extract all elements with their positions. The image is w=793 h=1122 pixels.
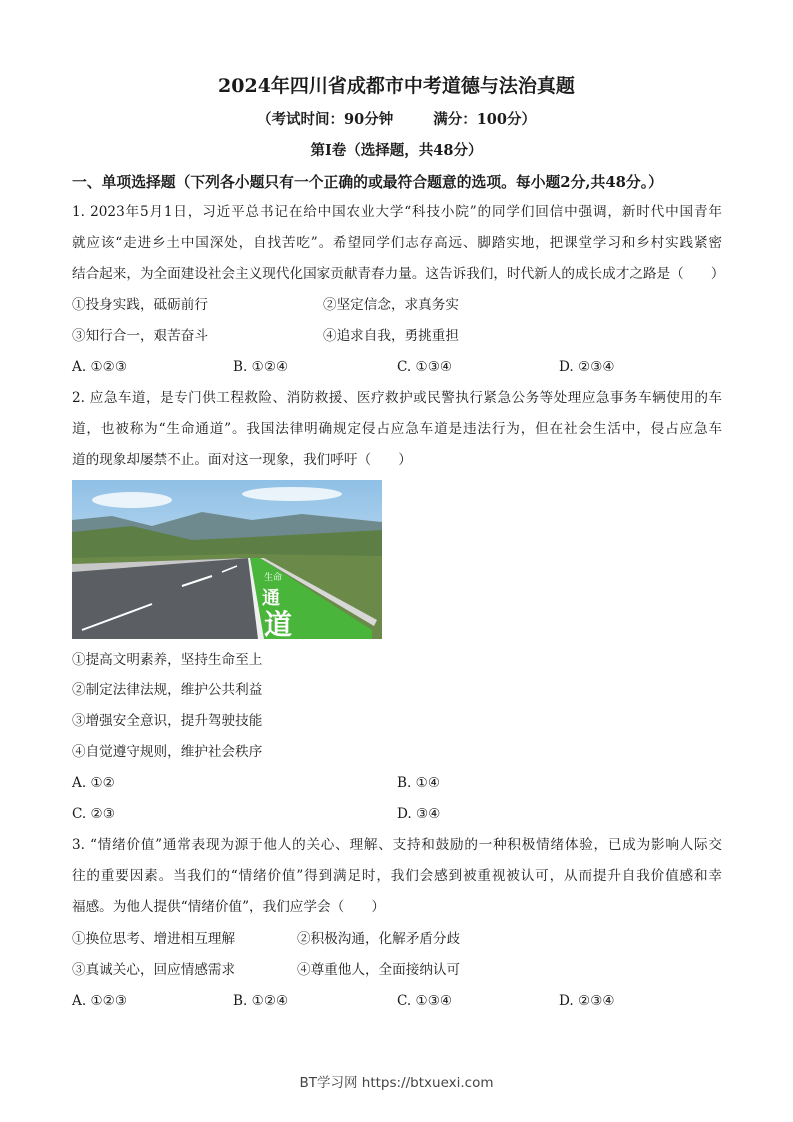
q2-statement: ③增强安全意识，提升驾驶技能	[72, 713, 263, 729]
lane-text: 道	[264, 608, 293, 639]
q1-statement: ①投身实践，砥砺前行	[72, 297, 208, 313]
q2-choice-d: D. ③④	[397, 806, 441, 822]
q1-statement: ②坚定信念，求真务实	[323, 297, 459, 313]
q3-choice-d: D. ②③④	[559, 993, 615, 1009]
q2-line: 道，也被称为“生命通道”。我国法律明确规定侵占应急车道是违法行为，但在社会生活中，侵占应急车	[72, 421, 722, 437]
q1-choice-d: D. ②③④	[559, 359, 615, 375]
q1-line: 结合起来，为全面建设社会主义现代化国家贡献青春力量。这告诉我们，时代新人的成长成才之路是（ ）	[72, 266, 725, 282]
q1-line: 就应该“走进乡土中国深处，自找苦吃”。希望同学们志存高远、脚踏实地，把课堂学习和乡村实践紧密	[72, 235, 722, 251]
exam-time: （考试时间：90分钟	[257, 111, 394, 128]
q1-choice-b: B. ①②④	[233, 359, 289, 375]
q1-choice-a: A. ①②③	[72, 359, 128, 375]
q1-statement: ③知行合一，艰苦奋斗	[72, 328, 208, 344]
q2-statement: ②制定法律法规，维护公共利益	[72, 682, 263, 698]
q3-statement: ①换位思考、增进相互理解	[72, 931, 236, 947]
q3-statement: ③真诚关心，回应情感需求	[72, 962, 236, 978]
lane-text: 生命	[264, 573, 283, 583]
q1-line: 1. 2023年5月1日，习近平总书记在给中国农业大学“科技小院”的同学们回信中强调，新时代中国青年	[72, 204, 722, 220]
exam-info	[0, 108, 793, 129]
q3-line: 3. “情绪价值”通常表现为源于他人的关心、理解、支持和鼓励的一种积极情绪体验，已成为影响人际交	[72, 837, 722, 853]
q2-choice-a: A. ①②	[72, 775, 115, 791]
lane-text: 通	[262, 588, 280, 609]
q3-statement: ④尊重他人，全面接纳认可	[297, 962, 461, 978]
q3-line: 福感。为他人提供“情绪价值”，我们应学会（ ）	[72, 899, 385, 915]
q2-choice-b: B. ①④	[397, 775, 441, 791]
q1-choice-c: C. ①③④	[397, 359, 453, 375]
emergency-lane-photo	[72, 480, 382, 639]
q3-choice-a: A. ①②③	[72, 993, 128, 1009]
q2-statement: ④自觉遵守规则，维护社会秩序	[72, 744, 263, 760]
q1-statement: ④追求自我，勇挑重担	[323, 328, 459, 344]
footer-watermark: BT学习网 https://btxuexi.com	[299, 1075, 494, 1091]
q3-choice-c: C. ①③④	[397, 993, 453, 1009]
page-title: 2024年四川省成都市中考道德与法治真题	[218, 75, 575, 97]
q3-line: 往的重要因素。当我们的“情绪价值”得到满足时，我们会感到被重视被认可，从而提升自我价值感和幸	[72, 868, 722, 884]
full-score: 满分：100分）	[433, 111, 536, 128]
section-title: 第Ⅰ卷（选择题，共48分）	[310, 142, 483, 159]
part-heading: 一、单项选择题（下列各小题只有一个正确的或最符合题意的选项。每小题2分,共48分。）	[72, 174, 663, 191]
q2-line: 道的现象却屡禁不止。面对这一现象，我们呼吁（ ）	[72, 452, 412, 468]
q2-line: 2. 应急车道，是专门供工程救险、消防救援、医疗救护或民警执行紧急公务等处理应急事务车辆使用的车	[72, 390, 722, 406]
q3-choice-b: B. ①②④	[233, 993, 289, 1009]
q3-statement: ②积极沟通，化解矛盾分歧	[297, 931, 461, 947]
q2-statement: ①提高文明素养，坚持生命至上	[72, 652, 263, 668]
q2-choice-c: C. ②③	[72, 806, 115, 822]
